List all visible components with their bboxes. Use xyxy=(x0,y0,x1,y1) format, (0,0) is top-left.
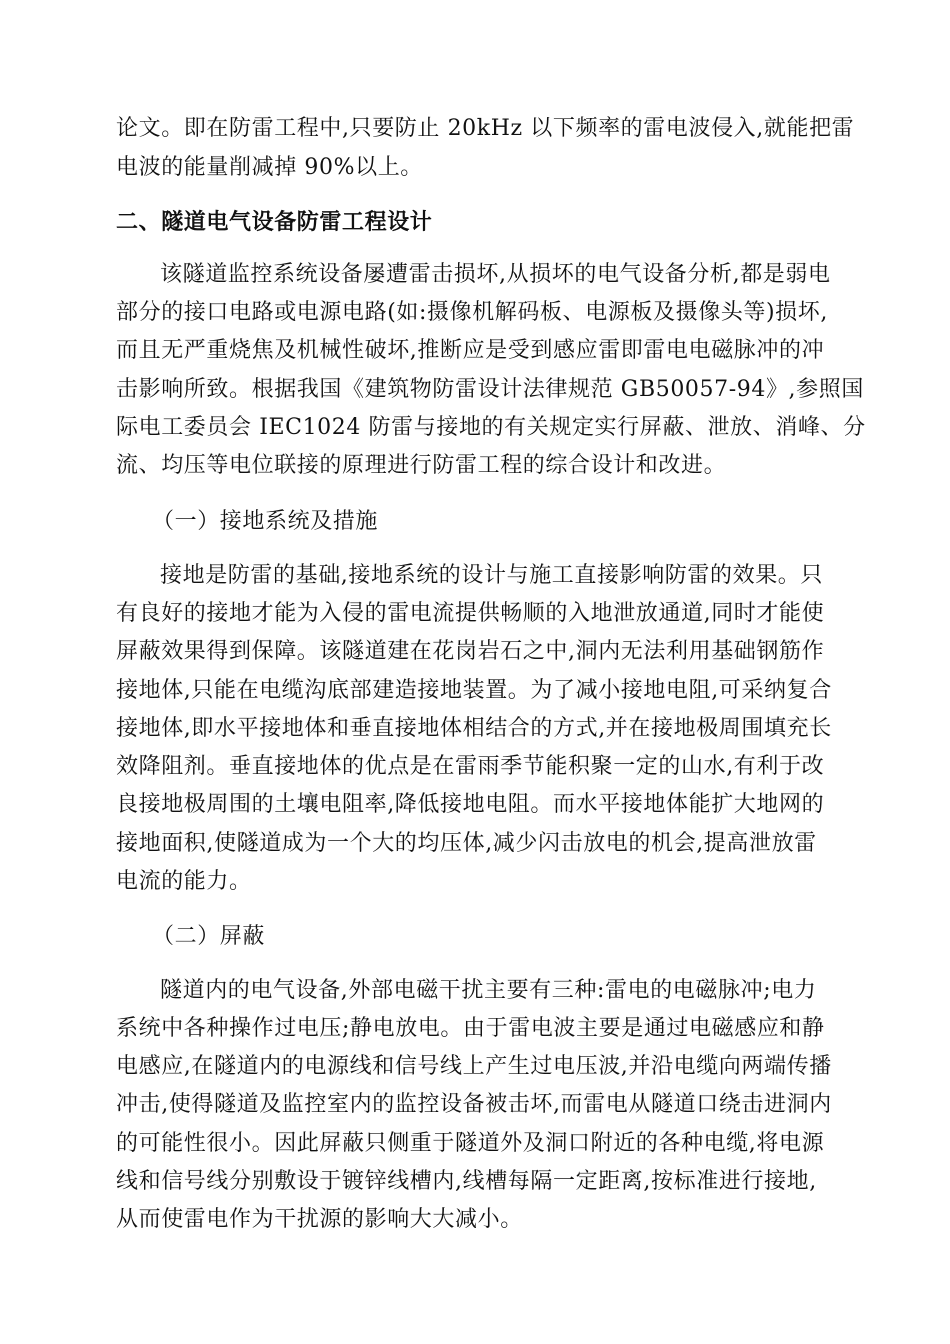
text-line: 接地体,即水平接地体和垂直接地体相结合的方式,并在接地极周围填充长 xyxy=(116,716,832,741)
text-line: 接地面积,使隧道成为一个大的均压体,减少闪击放电的机会,提高泄放雷 xyxy=(116,831,817,856)
text-line: 接地是防雷的基础,接地系统的设计与施工直接影响防雷的效果。只 xyxy=(160,563,823,588)
text-line: 流、均压等电位联接的原理进行防雷工程的综合设计和改进。 xyxy=(116,453,727,478)
section-heading: 二、隧道电气设备防雷工程设计 xyxy=(116,209,433,235)
text-line: 而且无严重烧焦及机械性破坏,推断应是受到感应雷即雷电电磁脉冲的冲 xyxy=(116,338,825,363)
text-line: 际电工委员会 IEC1024 防雷与接地的有关规定实行屏蔽、泄放、消峰、分 xyxy=(116,415,866,440)
text-line: 线和信号线分别敷设于镀锌线槽内,线槽每隔一定距离,按标准进行接地, xyxy=(116,1169,817,1194)
text-line: 系统中各种操作过电压;静电放电。由于雷电波主要是通过电磁感应和静 xyxy=(116,1016,825,1041)
text-line: 接地体,只能在电缆沟底部建造接地装置。为了减小接地电阻,可采纳复合 xyxy=(116,678,832,703)
text-line: 电感应,在隧道内的电源线和信号线上产生过电压波,并沿电缆向两端传播 xyxy=(116,1054,832,1079)
text-line: 电波的能量削减掉 90%以上。 xyxy=(116,155,423,180)
text-line: 击影响所致。根据我国《建筑物防雷设计法律规范 GB50057-94》,参照国 xyxy=(116,377,864,402)
subsection-heading: （二）屏蔽 xyxy=(152,924,266,949)
text-line: 部分的接口电路或电源电路(如:摄像机解码板、电源板及摄像头等)损坏, xyxy=(116,300,828,325)
text-line: 论文。即在防雷工程中,只要防止 20kHz 以下频率的雷电波侵入,就能把雷 xyxy=(116,116,855,141)
text-line: 的可能性很小。因此屏蔽只侧重于隧道外及洞口附近的各种电缆,将电源 xyxy=(116,1131,825,1156)
text-line: 有良好的接地才能为入侵的雷电流提供畅顺的入地泄放通道,同时才能使 xyxy=(116,601,825,626)
text-line: 电流的能力。 xyxy=(116,869,252,894)
text-line: 良接地极周围的土壤电阻率,降低接地电阻。而水平接地体能扩大地网的 xyxy=(116,792,825,817)
text-line: 从而使雷电作为干扰源的影响大大减小。 xyxy=(116,1207,523,1232)
text-line: 隧道内的电气设备,外部电磁干扰主要有三种:雷电的电磁脉冲;电力 xyxy=(160,978,817,1003)
subsection-heading: （一）接地系统及措施 xyxy=(152,509,379,534)
text-line: 屏蔽效果得到保障。该隧道建在花岗岩石之中,洞内无法利用基础钢筋作 xyxy=(116,639,825,664)
text-line: 冲击,使得隧道及监控室内的监控设备被击坏,而雷电从隧道口绕击进洞内 xyxy=(116,1092,832,1117)
text-line: 效降阻剂。垂直接地体的优点是在雷雨季节能积聚一定的山水,有利于改 xyxy=(116,754,825,779)
text-line: 该隧道监控系统设备屡遭雷击损坏,从损坏的电气设备分析,都是弱电 xyxy=(160,262,831,287)
